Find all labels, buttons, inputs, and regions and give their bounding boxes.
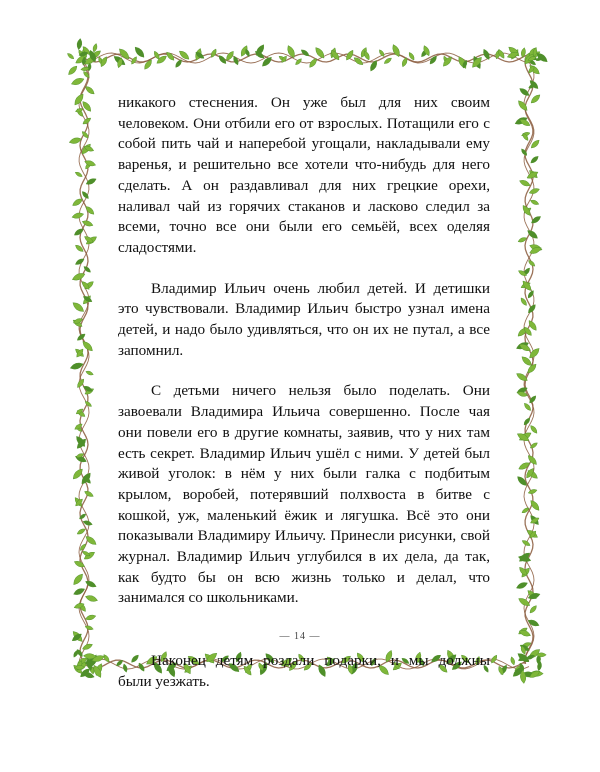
vine-leaf — [74, 171, 83, 178]
vine-leaf — [130, 56, 138, 66]
vine-leaf — [529, 93, 541, 105]
vine-leaf — [67, 64, 79, 76]
vine-leaf — [521, 539, 531, 547]
vine-leaf — [71, 572, 84, 586]
vine-leaf — [527, 303, 537, 314]
vine-leaf — [70, 76, 85, 86]
vine-leaf — [529, 499, 541, 512]
vine-leaf — [510, 656, 516, 665]
vine-leaf — [85, 594, 99, 603]
vine-leaf — [84, 85, 96, 96]
vine-leaf — [314, 46, 327, 60]
vine-leaf — [76, 527, 86, 535]
vine-leaf — [73, 559, 85, 568]
vine-leaf — [519, 179, 532, 188]
vine-leaf — [515, 581, 528, 591]
vine-leaf — [523, 402, 532, 412]
vine-leaf — [133, 45, 146, 59]
vine-leaf — [85, 614, 97, 621]
vine-leaf — [530, 199, 540, 206]
paragraph-3: С детьми ничего нельзя было поделать. Они завоевали Владимира Ильича совершенно. После чая они повели его в другие комнаты, заявив, что у них там есть секрет. Владимир Ильич ушёл с ними. У детей был живой уголок: в нём у них были галка с подбитым крылом, воробей, потерявший полхвоста в битве с кошкой, уж, маленький ёжик и лягушка. Всё это они показывали Владимиру Ильичу. Принесли рисунки, свой журнал. Владимир Ильич углубился в их дела, да так, как будто бы он всю жизнь только и делал, что занимался со школьниками. — [118, 382, 490, 607]
vine-leaf — [85, 177, 97, 186]
vine-leaf — [83, 490, 94, 499]
vine-leaf — [71, 212, 84, 220]
vine-leaf — [81, 100, 93, 113]
vine-leaf — [527, 259, 536, 267]
paragraph-4: Наконец детям роздали подарки, и мы должны были уезжать. — [118, 652, 490, 690]
paragraph-1: никакого стеснения. Он уже был для них своим человеком. Они отбили его от взрослых. Потащили его с собой пить чай и наперебой угощали, накладывали ему варенья, и решительно все хотели что-нибудь для него сделать. А он раздавливал для них грецкие орехи, наливал чай из горячих стаканов и ласково следил за всеми, точно все они были его семьёй, всех оделяя сладостями. — [118, 94, 490, 256]
vine-leaf — [441, 55, 453, 68]
vine-leaf — [529, 155, 539, 165]
vine-leaf — [66, 52, 75, 60]
vine-leaf — [84, 205, 95, 216]
vine-leaf — [378, 49, 385, 58]
vine-leaf — [530, 138, 541, 149]
vine-leaf — [85, 370, 94, 376]
vine-leaf — [76, 38, 82, 50]
page-number: — 14 — — [279, 631, 321, 642]
vine-leaf — [528, 187, 540, 195]
text-block — [118, 93, 490, 693]
vine-leaf — [84, 579, 97, 589]
vine-leaf — [300, 48, 310, 57]
paragraph-2: Владимир Ильич очень любил детей. И детишки это чувствовали. Владимир Ильич быстро узнал имена детей, и надо было удивляться, что он их не путал, а все запомнил. — [118, 279, 490, 359]
vine-leaf — [528, 604, 538, 614]
